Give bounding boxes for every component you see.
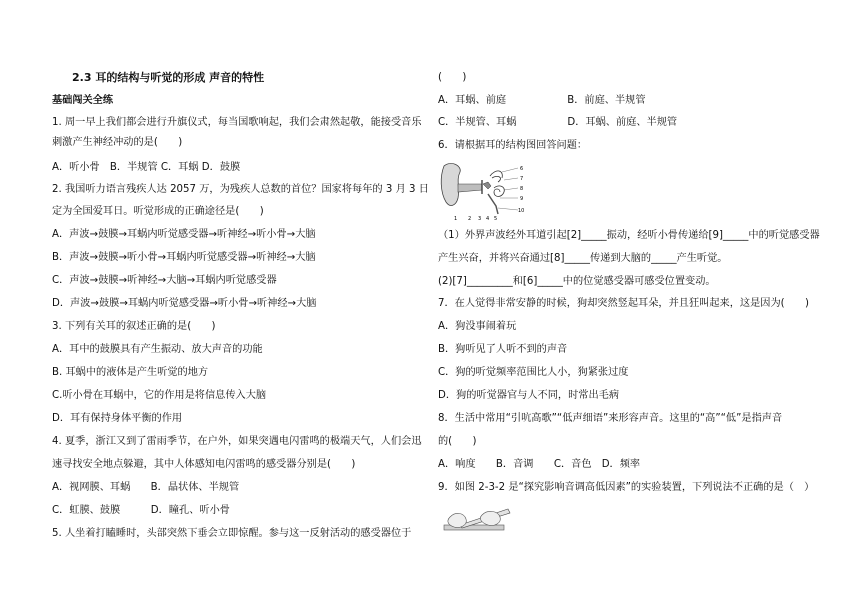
question-line: 8．生活中常用“引吭高歌”“低声细语”来形容声音。这里的“高”“低”是指声音 (438, 413, 783, 424)
option-line: B．狗听见了人听不到的声音 (438, 344, 568, 355)
option-line: C．声波→鼓膜→听神经→大脑→耳蜗内听觉感受器 (52, 275, 277, 286)
question-line: 产生兴奋，并将兴奋通过[8]_____传递到大脑的_____产生听觉。 (438, 253, 728, 264)
option-line: D．声波→鼓膜→耳蜗内听觉感受器→听小骨→听神经→大脑 (52, 298, 317, 309)
question-line: 1. 周一早上我们都会进行升旗仪式，每当国歌响起，我们会肃然起敬，能接受音乐 (52, 117, 422, 128)
option-line: D．狗的听觉器官与人不同，时常出毛病 (438, 390, 620, 401)
ear-label: 8 (520, 186, 524, 192)
ear-label: 10 (518, 208, 525, 214)
question-line: 6．请根据耳的结构图回答问题： (438, 140, 588, 151)
ear-label: 6 (520, 166, 524, 172)
question-line: ( ) (438, 72, 467, 83)
option-line: A．听小骨 B．半规管 C．耳蜗 D．鼓膜 (52, 162, 241, 173)
option-line: D．耳有保持身体平衡的作用 (52, 413, 183, 424)
ear-label: 9 (520, 196, 524, 202)
ear-label: 4 (486, 216, 490, 222)
question-line: 7．在人觉得非常安静的时候，狗却突然竖起耳朵，并且狂叫起来，这是因为( ) (438, 298, 809, 309)
option-line: A．耳中的鼓膜具有产生振动、放大声音的功能 (52, 344, 263, 355)
option-line: A．耳蜗、前庭 B．前庭、半规管 (438, 95, 646, 106)
ear-label: 7 (520, 176, 524, 182)
option-line: C．半规管、耳蜗 D．耳蜗、前庭、半规管 (438, 117, 678, 128)
ear-label: 1 (454, 216, 458, 222)
option-line: A．声波→鼓膜→耳蜗内听觉感受器→听神经→听小骨→大脑 (52, 229, 316, 240)
option-line: A．视网膜、耳蜗 B．晶状体、半规管 (52, 482, 240, 493)
pitch-experiment-image (442, 503, 516, 537)
ear-label: 3 (478, 216, 482, 222)
question-line: 速寻找安全地点躲避，其中人体感知电闪雷鸣的感受器分别是( ) (52, 459, 356, 470)
option-line: A．狗没事闹着玩 (438, 321, 517, 332)
question-line: 4. 夏季，浙江又到了雷雨季节，在户外，如果突遇电闪雷鸣的极端天气，人们会迅 (52, 436, 422, 447)
question-line: 刺激产生神经冲动的是( ) (52, 137, 183, 148)
ear-structure-diagram (438, 158, 528, 222)
option-line: C．虹膜、鼓膜 D．瞳孔、听小骨 (52, 505, 230, 516)
ear-label: 2 (468, 216, 472, 222)
question-line: 定为全国爱耳日。听觉形成的正确途径是( ) (52, 206, 264, 217)
question-line: 5. 人坐着打瞌睡时，头部突然下垂会立即惊醒。参与这一反射活动的感受器位于 (52, 528, 412, 539)
question-line: 9．如图 2-3-2 是“探究影响音调高低因素”的实验装置，下列说法不正确的是（ ） (438, 482, 815, 493)
option-line: C.听小骨在耳蜗中，它的作用是将信息传入大脑 (52, 390, 267, 401)
question-line: （1）外界声波经外耳道引起[2]_____振动，经听小骨传递给[9]_____中的听觉感受器 (438, 230, 820, 241)
ear-label: 5 (494, 216, 498, 222)
option-line: B. 耳蜗中的液体是产生听觉的地方 (52, 367, 209, 378)
question-line: 的( ) (438, 436, 477, 447)
page-title: 2.3 耳的结构与听觉的形成 声音的特性 (72, 71, 265, 84)
option-line: B．声波→鼓膜→听小骨→耳蜗内听觉感受器→听神经→大脑 (52, 252, 316, 263)
section-heading: 基础闯关全练 (52, 95, 114, 106)
option-line: C．狗的听觉频率范围比人小，狗紧张过度 (438, 367, 629, 378)
question-line: (2)[7]_________和[6]_____中的位觉感受器可感受位置变动。 (438, 276, 716, 287)
question-line: 2. 我国听力语言残疾人达 2057 万，为残疾人总数的首位？国家将每年的 3 月 3 日 (52, 184, 429, 195)
question-line: 3. 下列有关耳的叙述正确的是( ) (52, 321, 216, 332)
option-line: A．响度 B．音调 C．音色 D．频率 (438, 459, 641, 470)
